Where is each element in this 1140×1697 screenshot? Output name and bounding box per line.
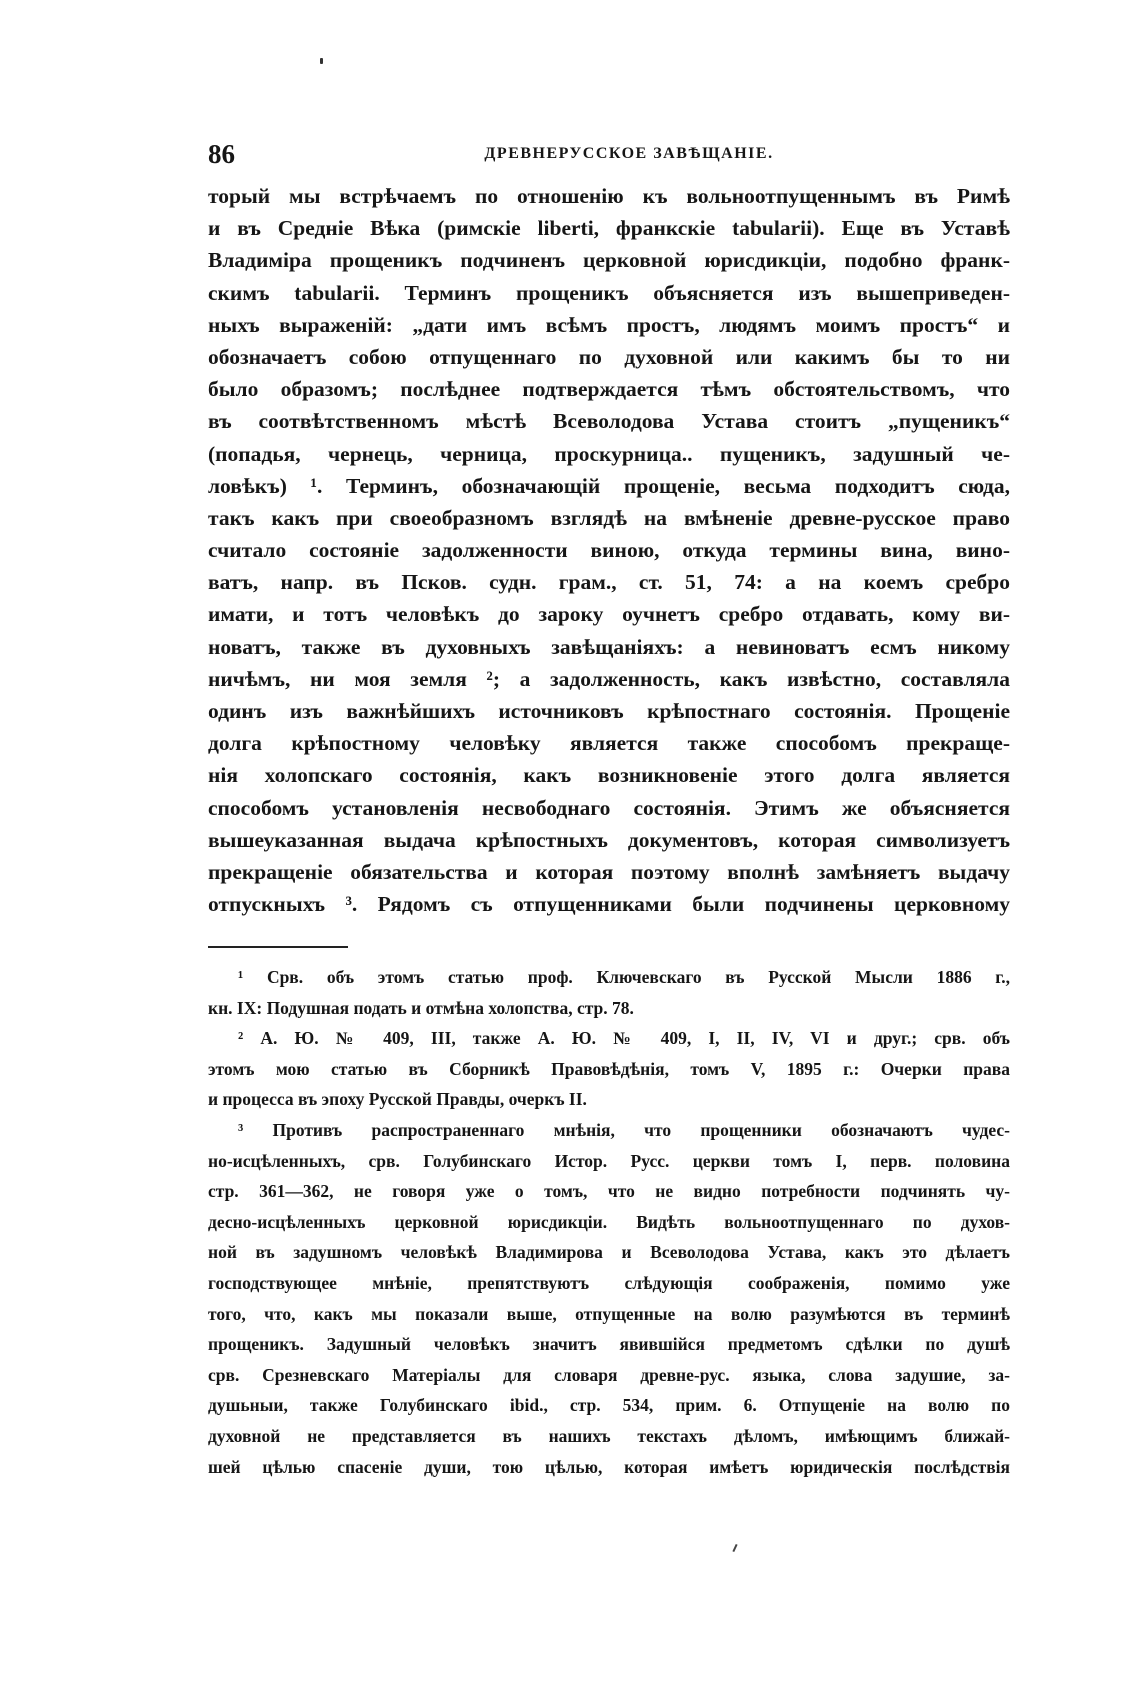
footnote-line: духовной не представляется въ нашихъ текстахъ дѣломъ, имѣющимъ ближай- bbox=[208, 1425, 1010, 1446]
footnote-separator bbox=[208, 946, 348, 948]
text-line: обозначаетъ собою отпущеннаго по духовной или какимъ бы то ни bbox=[208, 344, 1010, 369]
footnote-line: ² А. Ю. № 409, III, также А. Ю. № 409, I, II, IV, VI и друг.; срв. объ bbox=[238, 1028, 1010, 1049]
footnote-line: шей цѣлью спасеніе души, тою цѣлью, которая имѣетъ юридическія послѣдствія bbox=[208, 1456, 1010, 1477]
text-line: способомъ установленія несвободнаго состоянія. Этимъ же объясняется bbox=[208, 795, 1010, 820]
text-line: вышеуказанная выдача крѣпостныхъ документовъ, которая символизуетъ bbox=[208, 827, 1010, 852]
footnote-line: ной въ задушномъ человѣкѣ Владимирова и Всеволодова Устава, какъ это дѣлаетъ bbox=[208, 1242, 1010, 1263]
footnotes bbox=[208, 962, 1010, 1482]
text-line: имати, и тотъ человѣкъ до зароку оучнетъ сребро отдавать, кому ви- bbox=[208, 602, 1010, 627]
footnote-line: кн. IX: Подушная подать и отмѣна холопства, стр. 78. bbox=[208, 997, 634, 1018]
running-title: ДРЕВНЕРУССКОЕ ЗАВѢЩАНІЕ. bbox=[484, 145, 774, 162]
footnote-line: десно-исцѣленныхъ церковной юрисдикціи. Видѣть вольноотпущеннаго по духов- bbox=[208, 1211, 1010, 1232]
text-line: новатъ, также въ духовныхъ завѣщаніяхъ: а невиноватъ есмъ никому bbox=[208, 634, 1010, 659]
text-line: въ соотвѣтственномъ мѣстѣ Всеволодова Устава стоитъ „пущеникъ“ bbox=[208, 409, 1010, 434]
print-speck bbox=[320, 58, 323, 64]
footnote-line: но-исцѣленныхъ, срв. Голубинскаго Истор. Русс. церкви томъ I, перв. половина bbox=[208, 1150, 1010, 1171]
print-speck bbox=[732, 1544, 737, 1552]
footnote-line: срв. Срезневскаго Матеріалы для словаря древне-рус. языка, слова задушие, за- bbox=[208, 1364, 1010, 1385]
text-line: ничѣмъ, ни моя земля ²; а задолженность, какъ извѣстно, составляла bbox=[208, 666, 1010, 691]
text-line: Владиміра прощеникъ подчиненъ церковной юрисдикціи, подобно франк- bbox=[208, 248, 1010, 273]
main-text bbox=[208, 180, 1010, 920]
text-line: прекращеніе обязательства и которая поэтому вполнѣ замѣняетъ выдачу bbox=[208, 859, 1010, 884]
page-number: 86 bbox=[208, 139, 235, 169]
footnote-line: душьныи, также Голубинскаго ibid., стр. 534, прим. 6. Отпущеніе на волю по bbox=[208, 1395, 1010, 1416]
footnote-line: того, что, какъ мы показали выше, отпущенные на волю разумѣются въ терминѣ bbox=[208, 1303, 1010, 1324]
footnote-line: этомъ мою статью въ Сборникѣ Правовѣдѣнія, томъ V, 1895 г.: Очерки права bbox=[208, 1058, 1010, 1079]
text-line: такъ какъ при своеобразномъ взглядѣ на вмѣненіе древне-русское право bbox=[208, 505, 1010, 530]
text-line: нія холопскаго состоянія, какъ возникновеніе этого долга является bbox=[208, 763, 1010, 788]
text-line: считало состояніе задолженности виною, откуда термины вина, вино- bbox=[208, 538, 1010, 563]
text-line: долга крѣпостному человѣку является также способомъ прекраще- bbox=[208, 731, 1010, 756]
footnote-line: и процесса въ эпоху Русской Правды, очеркъ II. bbox=[208, 1089, 587, 1110]
text-line: было образомъ; послѣднее подтверждается тѣмъ обстоятельствомъ, что bbox=[208, 377, 1010, 402]
footnote-line: господствующее мнѣніе, препятствуютъ слѣдующія соображенія, помимо уже bbox=[208, 1272, 1010, 1293]
text-line: торый мы встрѣчаемъ по отношенію къ вольноотпущеннымъ въ Римѣ bbox=[208, 184, 1010, 208]
text-line: одинъ изъ важнѣйшихъ источниковъ крѣпостнаго состоянія. Прощеніе bbox=[208, 699, 1010, 723]
text-line: отпускныхъ ³. Рядомъ съ отпущенниками были подчинены церковному bbox=[208, 892, 1010, 917]
footnote-line: стр. 361—362, не говоря уже о томъ, что не видно потребности подчинять чу- bbox=[208, 1181, 1010, 1202]
text-line: ныхъ выраженій: „дати имъ всѣмъ простъ, людямъ моимъ простъ“ и bbox=[208, 312, 1010, 337]
text-line: (попадья, чернець, черница, проскурница.. пущеникъ, задушный че- bbox=[208, 441, 1010, 466]
text-line: ловѣкъ) ¹. Терминъ, обозначающій прощеніе, весьма подходитъ сюда, bbox=[208, 473, 1010, 498]
page-header bbox=[208, 134, 1010, 174]
text-line: скимъ tabularii. Терминъ прощеникъ объясняется изъ вышеприведен- bbox=[208, 280, 1010, 305]
footnote-line: прощеникъ. Задушный человѣкъ значитъ явившійся предметомъ сдѣлки по душѣ bbox=[208, 1334, 1010, 1355]
footnote-line: ¹ Срв. объ этомъ статью проф. Ключевскаго въ Русской Мысли 1886 г., bbox=[238, 967, 1010, 987]
text-line: и въ Средніе Вѣка (римскіе liberti, франкскіе tabularii). Еще въ Уставѣ bbox=[208, 216, 1010, 241]
footnote-line: ³ Противъ распространеннаго мнѣнія, что прощенники обозначаютъ чудес- bbox=[238, 1119, 1010, 1140]
text-line: ватъ, напр. въ Псков. судн. грам., ст. 51, 74: а на коемъ сребро bbox=[208, 570, 1010, 595]
